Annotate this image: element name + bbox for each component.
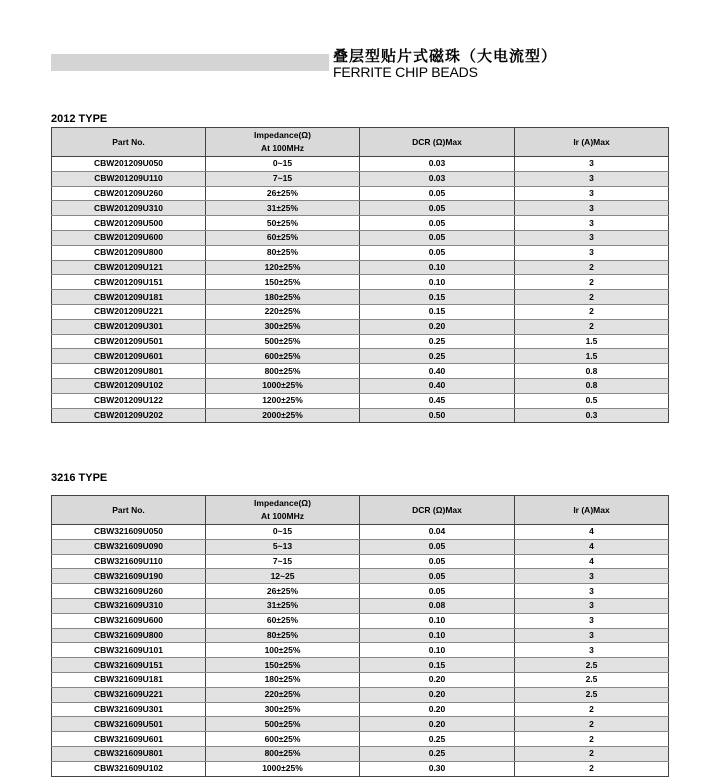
dcr-cell: 0.05 [360,245,515,260]
table-row [52,732,669,747]
ir-cell: 0.3 [515,408,669,423]
table-row [52,687,669,702]
dcr-cell: 0.10 [360,260,515,275]
impedance-cell: 2000±25% [206,408,360,423]
impedance-cell: 600±25% [206,349,360,364]
part-number-cell: CBW321609U050 [52,525,206,540]
impedance-cell: 0~15 [206,525,360,540]
ir-cell: 2 [515,717,669,732]
ir-cell: 3 [515,613,669,628]
part-number-cell: CBW321609U110 [52,554,206,569]
table-header-row [52,496,669,525]
table-row [52,628,669,643]
table-row [52,245,669,260]
table-row [52,702,669,717]
impedance-cell: 300±25% [206,702,360,717]
table-row [52,408,669,423]
part-number-cell: CBW201209U301 [52,319,206,334]
impedance-cell: 120±25% [206,260,360,275]
dcr-cell: 0.05 [360,216,515,231]
ir-cell: 3 [515,157,669,172]
ir-cell: 2.5 [515,687,669,702]
ir-cell: 2.5 [515,658,669,673]
ir-cell: 3 [515,216,669,231]
impedance-cell: 220±25% [206,687,360,702]
table-row [52,584,669,599]
part-number-cell: CBW321609U151 [52,658,206,673]
column-header-part-no: Part No. [52,128,206,157]
dcr-cell: 0.10 [360,628,515,643]
impedance-cell: 1000±25% [206,761,360,776]
part-number-cell: CBW201209U110 [52,171,206,186]
column-header-ir: Ir (A)Max [515,128,669,157]
table-row [52,393,669,408]
dcr-cell: 0.25 [360,746,515,761]
part-number-cell: CBW321609U801 [52,746,206,761]
impedance-cell: 300±25% [206,319,360,334]
ir-cell: 1.5 [515,334,669,349]
table-row [52,525,669,540]
impedance-header-line2: At 100MHz [261,143,304,153]
part-number-cell: CBW201209U260 [52,186,206,201]
table-row [52,304,669,319]
column-header-dcr: DCR (Ω)Max [360,496,515,525]
part-number-cell: CBW321609U260 [52,584,206,599]
dcr-cell: 0.20 [360,672,515,687]
part-number-cell: CBW201209U122 [52,393,206,408]
impedance-cell: 180±25% [206,672,360,687]
ir-cell: 3 [515,186,669,201]
impedance-header-line1: Impedance(Ω) [254,498,311,508]
ir-cell: 3 [515,584,669,599]
table-row [52,171,669,186]
dcr-cell: 0.10 [360,613,515,628]
impedance-cell: 1200±25% [206,393,360,408]
table-row [52,658,669,673]
impedance-cell: 600±25% [206,732,360,747]
part-number-cell: CBW321609U800 [52,628,206,643]
table-row [52,554,669,569]
dcr-cell: 0.45 [360,393,515,408]
ir-cell: 4 [515,539,669,554]
table-header-row [52,128,669,157]
impedance-cell: 80±25% [206,628,360,643]
ir-cell: 3 [515,643,669,658]
dcr-cell: 0.15 [360,304,515,319]
dcr-cell: 0.15 [360,290,515,305]
ir-cell: 2 [515,304,669,319]
dcr-cell: 0.50 [360,408,515,423]
part-number-cell: CBW201209U800 [52,245,206,260]
section-title-3216: 3216 TYPE [51,472,108,484]
dcr-cell: 0.04 [360,525,515,540]
impedance-cell: 7~15 [206,554,360,569]
part-number-cell: CBW201209U181 [52,290,206,305]
part-number-cell: CBW201209U121 [52,260,206,275]
ir-cell: 2 [515,746,669,761]
dcr-cell: 0.05 [360,554,515,569]
impedance-cell: 31±25% [206,598,360,613]
table-row [52,260,669,275]
ir-cell: 3 [515,569,669,584]
impedance-cell: 500±25% [206,717,360,732]
table-row [52,569,669,584]
dcr-cell: 0.40 [360,378,515,393]
column-header-impedance [206,496,360,525]
dcr-cell: 0.40 [360,364,515,379]
dcr-cell: 0.03 [360,171,515,186]
part-number-cell: CBW321609U221 [52,687,206,702]
ir-cell: 1.5 [515,349,669,364]
ir-cell: 3 [515,628,669,643]
table-row [52,761,669,776]
ir-cell: 2 [515,260,669,275]
part-number-cell: CBW321609U190 [52,569,206,584]
table-row [52,598,669,613]
impedance-cell: 800±25% [206,364,360,379]
impedance-cell: 26±25% [206,584,360,599]
table-row [52,290,669,305]
part-number-cell: CBW201209U801 [52,364,206,379]
ir-cell: 3 [515,230,669,245]
ir-cell: 2 [515,761,669,776]
part-number-cell: CBW201209U310 [52,201,206,216]
dcr-cell: 0.05 [360,539,515,554]
dcr-cell: 0.05 [360,186,515,201]
part-number-cell: CBW321609U600 [52,613,206,628]
impedance-cell: 150±25% [206,275,360,290]
impedance-header-line1: Impedance(Ω) [254,130,311,140]
dcr-cell: 0.05 [360,201,515,216]
part-number-cell: CBW321609U601 [52,732,206,747]
dcr-cell: 0.05 [360,584,515,599]
part-number-cell: CBW321609U310 [52,598,206,613]
table-row [52,672,669,687]
title-english: FERRITE CHIP BEADS [333,64,478,80]
table-row [52,230,669,245]
impedance-cell: 800±25% [206,746,360,761]
impedance-cell: 0~15 [206,157,360,172]
dcr-cell: 0.05 [360,230,515,245]
table-row [52,319,669,334]
impedance-header-line2: At 100MHz [261,511,304,521]
dcr-cell: 0.08 [360,598,515,613]
ir-cell: 0.8 [515,378,669,393]
dcr-cell: 0.20 [360,319,515,334]
dcr-cell: 0.03 [360,157,515,172]
impedance-cell: 50±25% [206,216,360,231]
part-number-cell: CBW201209U501 [52,334,206,349]
dcr-cell: 0.20 [360,687,515,702]
table-row [52,201,669,216]
ir-cell: 2 [515,275,669,290]
column-header-part-no: Part No. [52,496,206,525]
table-row [52,157,669,172]
impedance-cell: 220±25% [206,304,360,319]
dcr-cell: 0.10 [360,643,515,658]
part-number-cell: CBW201209U202 [52,408,206,423]
impedance-cell: 150±25% [206,658,360,673]
part-number-cell: CBW201209U600 [52,230,206,245]
impedance-cell: 26±25% [206,186,360,201]
impedance-cell: 500±25% [206,334,360,349]
part-number-cell: CBW321609U101 [52,643,206,658]
spec-table-2012 [51,127,669,423]
ir-cell: 3 [515,598,669,613]
impedance-cell: 100±25% [206,643,360,658]
column-header-ir: Ir (A)Max [515,496,669,525]
part-number-cell: CBW201209U500 [52,216,206,231]
impedance-cell: 7~15 [206,171,360,186]
table-row [52,378,669,393]
part-number-cell: CBW201209U050 [52,157,206,172]
table-row [52,643,669,658]
impedance-cell: 60±25% [206,613,360,628]
part-number-cell: CBW201209U151 [52,275,206,290]
title-chinese: 叠层型贴片式磁珠（大电流型） [333,47,558,65]
ir-cell: 4 [515,554,669,569]
dcr-cell: 0.25 [360,334,515,349]
impedance-cell: 31±25% [206,201,360,216]
part-number-cell: CBW201209U221 [52,304,206,319]
impedance-cell: 180±25% [206,290,360,305]
part-number-cell: CBW201209U601 [52,349,206,364]
table-row [52,334,669,349]
impedance-cell: 60±25% [206,230,360,245]
ir-cell: 2 [515,702,669,717]
dcr-cell: 0.05 [360,569,515,584]
part-number-cell: CBW321609U090 [52,539,206,554]
table-row [52,275,669,290]
ir-cell: 3 [515,245,669,260]
dcr-cell: 0.30 [360,761,515,776]
part-number-cell: CBW321609U102 [52,761,206,776]
impedance-cell: 80±25% [206,245,360,260]
ir-cell: 0.8 [515,364,669,379]
header-gray-bar [51,54,329,71]
table-row [52,539,669,554]
part-number-cell: CBW321609U301 [52,702,206,717]
section-title-2012: 2012 TYPE [51,113,108,125]
ir-cell: 2 [515,290,669,305]
column-header-dcr: DCR (Ω)Max [360,128,515,157]
dcr-cell: 0.25 [360,732,515,747]
ir-cell: 3 [515,201,669,216]
part-number-cell: CBW321609U181 [52,672,206,687]
impedance-cell: 12~25 [206,569,360,584]
dcr-cell: 0.20 [360,717,515,732]
dcr-cell: 0.20 [360,702,515,717]
impedance-cell: 5~13 [206,539,360,554]
table-row [52,186,669,201]
ir-cell: 3 [515,171,669,186]
table-row [52,613,669,628]
ir-cell: 4 [515,525,669,540]
dcr-cell: 0.25 [360,349,515,364]
table-row [52,717,669,732]
part-number-cell: CBW201209U102 [52,378,206,393]
ir-cell: 2 [515,732,669,747]
ir-cell: 2 [515,319,669,334]
dcr-cell: 0.10 [360,275,515,290]
table-row [52,364,669,379]
column-header-impedance [206,128,360,157]
spec-table-3216 [51,495,669,777]
table-row [52,746,669,761]
table-row [52,216,669,231]
ir-cell: 2.5 [515,672,669,687]
impedance-cell: 1000±25% [206,378,360,393]
part-number-cell: CBW321609U501 [52,717,206,732]
dcr-cell: 0.15 [360,658,515,673]
ir-cell: 0.5 [515,393,669,408]
table-row [52,349,669,364]
